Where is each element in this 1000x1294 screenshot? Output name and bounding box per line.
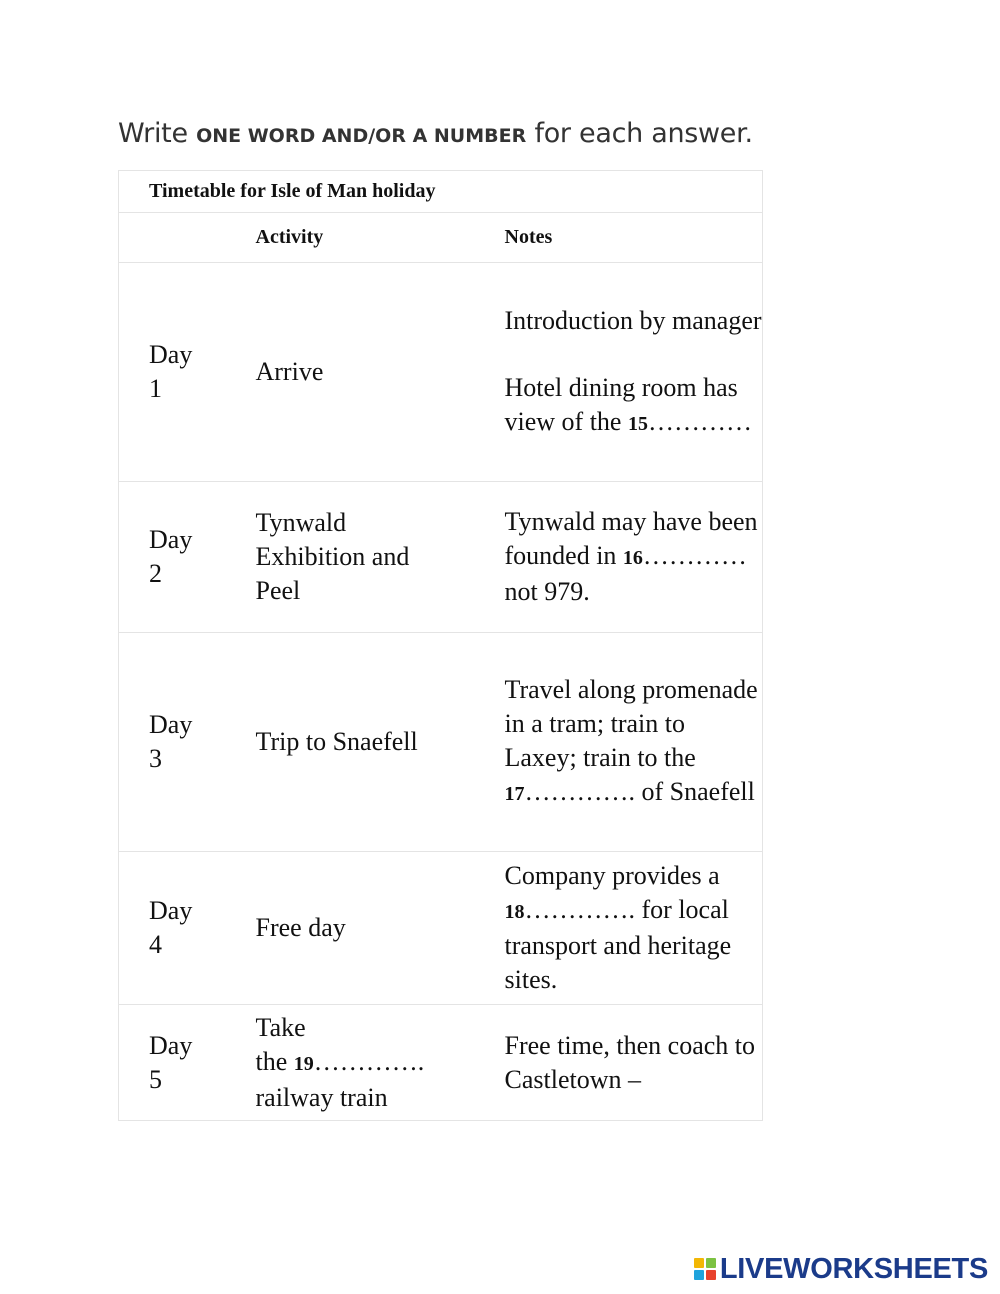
notes-text: Free time, then coach to Castletown – <box>504 1030 756 1094</box>
brand-name: LIVEWORKSHEETS <box>719 1252 988 1285</box>
activity-cell <box>256 482 505 633</box>
day-label: Day <box>149 1030 193 1060</box>
activity-line: Tynwald <box>255 508 347 537</box>
table-caption: Timetable for Isle of Man holiday <box>119 171 763 213</box>
notes-text: Hotel dining room has view of the <box>504 372 738 436</box>
table-row <box>119 633 763 852</box>
activity-text: Arrive <box>255 357 324 386</box>
logo-square-yellow <box>694 1258 704 1268</box>
question-number: 16 <box>622 547 643 569</box>
notes-text: Tynwald may have been founded in <box>504 507 758 570</box>
day-label: Day <box>149 340 193 369</box>
day-cell <box>119 263 256 482</box>
day-number: 3 <box>149 744 162 773</box>
instruction-emphasis: ONE WORD AND/OR A NUMBER <box>196 125 527 147</box>
table-caption-row <box>119 171 763 213</box>
question-number: 19 <box>293 1052 314 1075</box>
instruction-post: for each answer. <box>526 118 753 149</box>
logo-square-blue <box>694 1270 704 1280</box>
day-number: 1 <box>149 374 162 403</box>
question-number: 15 <box>627 412 648 435</box>
day-label: Day <box>149 525 193 554</box>
notes-cell <box>505 852 763 1005</box>
day-number: 4 <box>149 930 162 959</box>
timetable <box>118 170 763 1121</box>
question-number: 18 <box>504 901 525 923</box>
liveworksheets-logo-icon <box>694 1258 716 1280</box>
answer-blank[interactable]: ………… <box>647 406 752 436</box>
instruction-text <box>118 118 753 149</box>
day-cell <box>119 482 256 633</box>
day-cell <box>119 852 256 1005</box>
logo-square-green <box>706 1258 716 1268</box>
activity-line <box>256 1045 505 1081</box>
header-notes: Notes <box>505 213 763 263</box>
activity-text: Trip to Snaefell <box>255 727 418 756</box>
answer-blank[interactable]: …………. for local transport and heritage sites. <box>504 895 732 994</box>
notes-text: Travel along promenade in a tram; train to Laxey; train to the <box>504 675 758 772</box>
notes-paragraph: Introduction by manager <box>504 305 762 335</box>
day-number: 5 <box>149 1064 162 1094</box>
header-activity: Activity <box>256 213 505 263</box>
activity-line: Exhibition and <box>255 542 410 571</box>
table-row <box>119 1005 763 1121</box>
day-cell <box>119 633 256 852</box>
activity-line: Take <box>255 1012 306 1042</box>
day-number: 2 <box>149 559 162 588</box>
day-label: Day <box>149 896 193 925</box>
logo-square-red <box>706 1270 716 1280</box>
activity-line: Peel <box>255 576 301 605</box>
activity-cell <box>256 852 505 1005</box>
answer-blank[interactable]: …………. of Snaefell <box>524 777 755 806</box>
header-day <box>119 213 256 263</box>
day-label: Day <box>149 710 193 739</box>
activity-cell <box>256 1005 505 1121</box>
notes-text: Company provides a <box>504 861 720 890</box>
answer-blank[interactable]: ………… not 979. <box>504 541 747 606</box>
activity-cell <box>256 263 505 482</box>
notes-paragraph <box>505 371 763 441</box>
instruction-pre: Write <box>118 118 197 149</box>
notes-cell <box>505 633 763 852</box>
notes-cell <box>505 1005 763 1121</box>
paragraph-gap <box>505 338 763 371</box>
activity-line: railway train <box>255 1082 388 1112</box>
activity-text: Free day <box>255 913 346 942</box>
table-row <box>119 482 763 633</box>
liveworksheets-brand[interactable] <box>694 1252 988 1286</box>
table-row <box>119 852 763 1005</box>
question-number: 17 <box>504 783 525 805</box>
activity-text: the <box>255 1046 294 1076</box>
answer-blank[interactable]: …………. <box>313 1046 425 1076</box>
table-header-row <box>119 213 763 263</box>
day-cell <box>119 1005 256 1121</box>
notes-cell <box>505 263 763 482</box>
table-row <box>119 263 763 482</box>
notes-cell <box>505 482 763 633</box>
activity-cell <box>256 633 505 852</box>
